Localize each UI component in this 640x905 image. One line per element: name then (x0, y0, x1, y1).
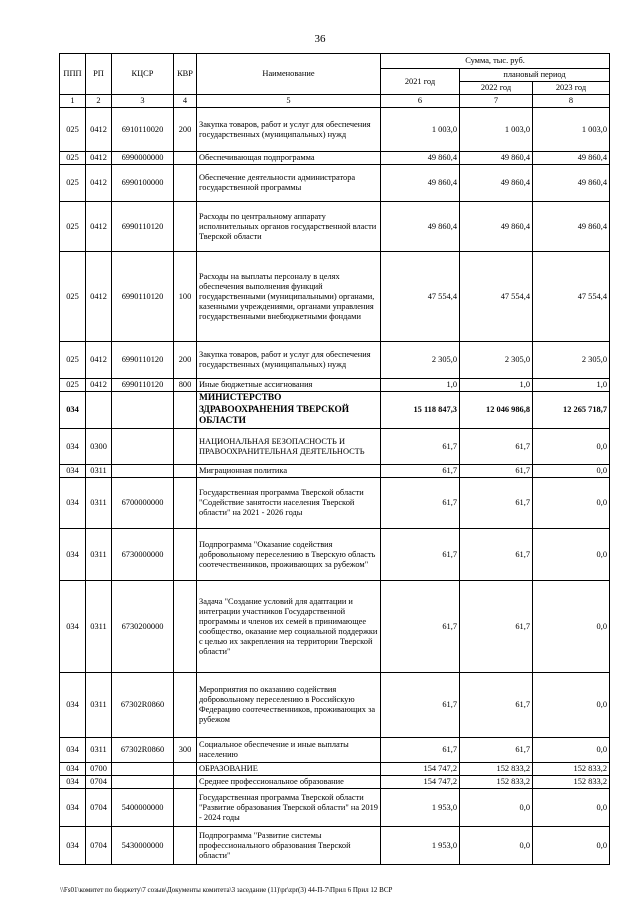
cell-2022: 1,0 (460, 379, 533, 392)
cell-ppp: 025 (60, 108, 86, 152)
cell-kvr (174, 789, 197, 827)
cell-kcsr: 67302R0860 (112, 738, 174, 763)
cell-kvr (174, 673, 197, 738)
cell-ppp: 025 (60, 379, 86, 392)
cell-name: Мероприятия по оказанию содействия добровольному переселению в Российскую Федерацию соотечественников, проживающих за рубежом (197, 673, 381, 738)
cell-rp: 0311 (86, 738, 112, 763)
cell-kvr: 800 (174, 379, 197, 392)
cell-rp: 0311 (86, 478, 112, 529)
cell-name: Обеспечивающая подпрограмма (197, 152, 381, 165)
column-number: 6 (381, 95, 460, 108)
cell-ppp: 034 (60, 789, 86, 827)
cell-kvr (174, 429, 197, 465)
cell-2023: 0,0 (533, 478, 610, 529)
cell-rp: 0311 (86, 465, 112, 478)
cell-2021: 2 305,0 (381, 342, 460, 379)
table-row (60, 738, 610, 763)
cell-kcsr: 6910110020 (112, 108, 174, 152)
cell-rp: 0412 (86, 152, 112, 165)
cell-kcsr: 6700000000 (112, 478, 174, 529)
cell-rp: 0300 (86, 429, 112, 465)
header-2023: 2023 год (533, 82, 610, 95)
cell-2023: 0,0 (533, 738, 610, 763)
cell-2022: 49 860,4 (460, 202, 533, 252)
table-row (60, 529, 610, 581)
cell-kvr (174, 465, 197, 478)
cell-2021: 15 118 847,3 (381, 392, 460, 429)
cell-ppp: 034 (60, 763, 86, 776)
cell-name: Подпрограмма "Развитие системы профессионального образования Тверской области" (197, 827, 381, 865)
cell-2023: 1,0 (533, 379, 610, 392)
cell-name: НАЦИОНАЛЬНАЯ БЕЗОПАСНОСТЬ И ПРАВООХРАНИТЕЛЬНАЯ ДЕЯТЕЛЬНОСТЬ (197, 429, 381, 465)
cell-kcsr: 5400000000 (112, 789, 174, 827)
cell-ppp: 034 (60, 673, 86, 738)
cell-rp: 0704 (86, 827, 112, 865)
cell-2021: 61,7 (381, 465, 460, 478)
header-sum: Сумма, тыс. руб. (381, 54, 610, 69)
cell-ppp: 034 (60, 827, 86, 865)
header-kcsr: КЦСР (112, 54, 174, 95)
cell-2022: 61,7 (460, 478, 533, 529)
cell-ppp: 025 (60, 152, 86, 165)
cell-2022: 0,0 (460, 789, 533, 827)
cell-ppp: 034 (60, 738, 86, 763)
cell-2021: 1 953,0 (381, 789, 460, 827)
cell-kcsr: 6990000000 (112, 152, 174, 165)
cell-2022: 61,7 (460, 465, 533, 478)
cell-rp: 0412 (86, 165, 112, 202)
column-number-row (60, 95, 610, 108)
cell-2022: 61,7 (460, 673, 533, 738)
cell-ppp: 034 (60, 581, 86, 673)
cell-rp: 0412 (86, 108, 112, 152)
table-row (60, 152, 610, 165)
cell-2023: 1 003,0 (533, 108, 610, 152)
cell-name: Обеспечение деятельности администратора государственной программы (197, 165, 381, 202)
header-ppp: ППП (60, 54, 86, 95)
cell-2021: 61,7 (381, 429, 460, 465)
table-row (60, 789, 610, 827)
cell-kvr (174, 478, 197, 529)
cell-2021: 61,7 (381, 738, 460, 763)
cell-2022: 152 833,2 (460, 763, 533, 776)
table-row (60, 581, 610, 673)
cell-rp: 0412 (86, 252, 112, 342)
column-number: 5 (197, 95, 381, 108)
cell-kvr (174, 827, 197, 865)
cell-2023: 0,0 (533, 673, 610, 738)
cell-rp: 0311 (86, 529, 112, 581)
cell-rp (86, 392, 112, 429)
cell-2023: 49 860,4 (533, 152, 610, 165)
cell-2023: 0,0 (533, 465, 610, 478)
cell-kcsr: 67302R0860 (112, 673, 174, 738)
cell-kcsr: 5430000000 (112, 827, 174, 865)
cell-2023: 49 860,4 (533, 165, 610, 202)
header-name: Наименование (197, 54, 381, 95)
cell-2022: 61,7 (460, 581, 533, 673)
cell-2022: 49 860,4 (460, 165, 533, 202)
cell-kcsr: 6990110120 (112, 342, 174, 379)
cell-ppp: 034 (60, 429, 86, 465)
table-row (60, 776, 610, 789)
header-planned-period: плановый период (460, 69, 610, 82)
cell-ppp: 034 (60, 465, 86, 478)
cell-rp: 0704 (86, 789, 112, 827)
cell-2022: 2 305,0 (460, 342, 533, 379)
cell-kcsr (112, 429, 174, 465)
cell-kvr (174, 392, 197, 429)
table-row (60, 465, 610, 478)
cell-2023: 49 860,4 (533, 202, 610, 252)
cell-rp: 0412 (86, 379, 112, 392)
cell-2021: 49 860,4 (381, 152, 460, 165)
cell-ppp: 025 (60, 252, 86, 342)
column-number: 8 (533, 95, 610, 108)
cell-name: Расходы на выплаты персоналу в целях обеспечения выполнения функций государственными (муниципальными) органами, казенными учреждениями, органами управления государственными внебюджетными фондами (197, 252, 381, 342)
table-header (60, 54, 610, 108)
cell-2021: 154 747,2 (381, 763, 460, 776)
cell-name: Расходы по центральному аппарату исполнительных органов государственной власти Тверской области (197, 202, 381, 252)
cell-2021: 154 747,2 (381, 776, 460, 789)
cell-2022: 1 003,0 (460, 108, 533, 152)
cell-kcsr: 6730000000 (112, 529, 174, 581)
cell-2021: 61,7 (381, 478, 460, 529)
column-number: 2 (86, 95, 112, 108)
table-row (60, 165, 610, 202)
cell-name: Закупка товаров, работ и услуг для обеспечения государственных (муниципальных) нужд (197, 108, 381, 152)
cell-kvr: 100 (174, 252, 197, 342)
cell-kvr: 200 (174, 108, 197, 152)
table-row (60, 252, 610, 342)
cell-2022: 0,0 (460, 827, 533, 865)
cell-2021: 47 554,4 (381, 252, 460, 342)
cell-name: Социальное обеспечение и иные выплаты населению (197, 738, 381, 763)
cell-ppp: 025 (60, 165, 86, 202)
cell-kvr (174, 529, 197, 581)
cell-kcsr (112, 465, 174, 478)
cell-kcsr (112, 392, 174, 429)
cell-name: Государственная программа Тверской области "Развитие образования Тверской области" на 2019 - 2024 годы (197, 789, 381, 827)
budget-table (59, 53, 610, 865)
column-number: 1 (60, 95, 86, 108)
table-row (60, 392, 610, 429)
cell-ppp: 034 (60, 478, 86, 529)
table-row (60, 763, 610, 776)
column-number: 4 (174, 95, 197, 108)
cell-2022: 12 046 986,8 (460, 392, 533, 429)
cell-kcsr (112, 763, 174, 776)
cell-ppp: 034 (60, 776, 86, 789)
cell-name: Подпрограмма "Оказание содействия добровольному переселению в Тверскую область соотечественников, проживающих за рубежом" (197, 529, 381, 581)
cell-kvr (174, 776, 197, 789)
cell-rp: 0412 (86, 342, 112, 379)
cell-2022: 61,7 (460, 738, 533, 763)
cell-ppp: 034 (60, 529, 86, 581)
cell-kvr (174, 165, 197, 202)
cell-2022: 47 554,4 (460, 252, 533, 342)
cell-2022: 61,7 (460, 429, 533, 465)
cell-name: Миграционная политика (197, 465, 381, 478)
cell-ppp: 025 (60, 342, 86, 379)
column-number: 3 (112, 95, 174, 108)
table-row (60, 429, 610, 465)
header-rp: РП (86, 54, 112, 95)
cell-2023: 12 265 718,7 (533, 392, 610, 429)
cell-2023: 0,0 (533, 581, 610, 673)
cell-kcsr: 6990100000 (112, 165, 174, 202)
cell-rp: 0700 (86, 763, 112, 776)
table-row (60, 342, 610, 379)
header-2022: 2022 год (460, 82, 533, 95)
table-row (60, 202, 610, 252)
table-row (60, 827, 610, 865)
cell-2023: 152 833,2 (533, 776, 610, 789)
cell-2021: 1 953,0 (381, 827, 460, 865)
column-number: 7 (460, 95, 533, 108)
cell-ppp: 034 (60, 392, 86, 429)
cell-2023: 0,0 (533, 429, 610, 465)
cell-ppp: 025 (60, 202, 86, 252)
cell-2021: 61,7 (381, 581, 460, 673)
cell-2022: 49 860,4 (460, 152, 533, 165)
header-kvr: КВР (174, 54, 197, 95)
header-2021: 2021 год (381, 69, 460, 95)
cell-2022: 61,7 (460, 529, 533, 581)
cell-name: Закупка товаров, работ и услуг для обеспечения государственных (муниципальных) нужд (197, 342, 381, 379)
cell-rp: 0311 (86, 673, 112, 738)
file-path-footer: \\Fs01\комитет по бюджету\7 созыв\Документы комитета\3 заседание (11)\pr\zpr(3) 44-П-7\Прил 6 Прил 12 ВСР (60, 886, 393, 894)
cell-name: Задача "Создание условий для адаптации и интеграции участников Государственной программы и членов их семей в принимающее сообщество, оказание мер социальной поддержки с целью их закрепления на территории Тверской области" (197, 581, 381, 673)
cell-2021: 1 003,0 (381, 108, 460, 152)
cell-2021: 49 860,4 (381, 202, 460, 252)
cell-2023: 0,0 (533, 529, 610, 581)
cell-2023: 2 305,0 (533, 342, 610, 379)
table-row (60, 108, 610, 152)
cell-2023: 152 833,2 (533, 763, 610, 776)
table-row (60, 478, 610, 529)
table-row (60, 379, 610, 392)
cell-2021: 49 860,4 (381, 165, 460, 202)
cell-kvr: 300 (174, 738, 197, 763)
cell-rp: 0704 (86, 776, 112, 789)
cell-2022: 152 833,2 (460, 776, 533, 789)
cell-kvr (174, 763, 197, 776)
page-number: 36 (314, 33, 326, 45)
cell-kvr (174, 152, 197, 165)
cell-kcsr (112, 776, 174, 789)
cell-kcsr: 6730200000 (112, 581, 174, 673)
cell-name: ОБРАЗОВАНИЕ (197, 763, 381, 776)
cell-name: Среднее профессиональное образование (197, 776, 381, 789)
cell-name: Государственная программа Тверской области "Содействие занятости населения Тверской области" на 2021 - 2026 годы (197, 478, 381, 529)
cell-2023: 47 554,4 (533, 252, 610, 342)
cell-2021: 61,7 (381, 529, 460, 581)
cell-kcsr: 6990110120 (112, 202, 174, 252)
cell-kvr (174, 202, 197, 252)
cell-rp: 0412 (86, 202, 112, 252)
cell-name: Иные бюджетные ассигнования (197, 379, 381, 392)
cell-name: МИНИСТЕРСТВО ЗДРАВООХРАНЕНИЯ ТВЕРСКОЙ ОБЛАСТИ (197, 392, 381, 429)
table-body (60, 108, 610, 865)
table-row (60, 673, 610, 738)
cell-2021: 1,0 (381, 379, 460, 392)
cell-2021: 61,7 (381, 673, 460, 738)
cell-2023: 0,0 (533, 789, 610, 827)
cell-kvr: 200 (174, 342, 197, 379)
cell-kvr (174, 581, 197, 673)
cell-rp: 0311 (86, 581, 112, 673)
cell-kcsr: 6990110120 (112, 379, 174, 392)
cell-2023: 0,0 (533, 827, 610, 865)
cell-kcsr: 6990110120 (112, 252, 174, 342)
